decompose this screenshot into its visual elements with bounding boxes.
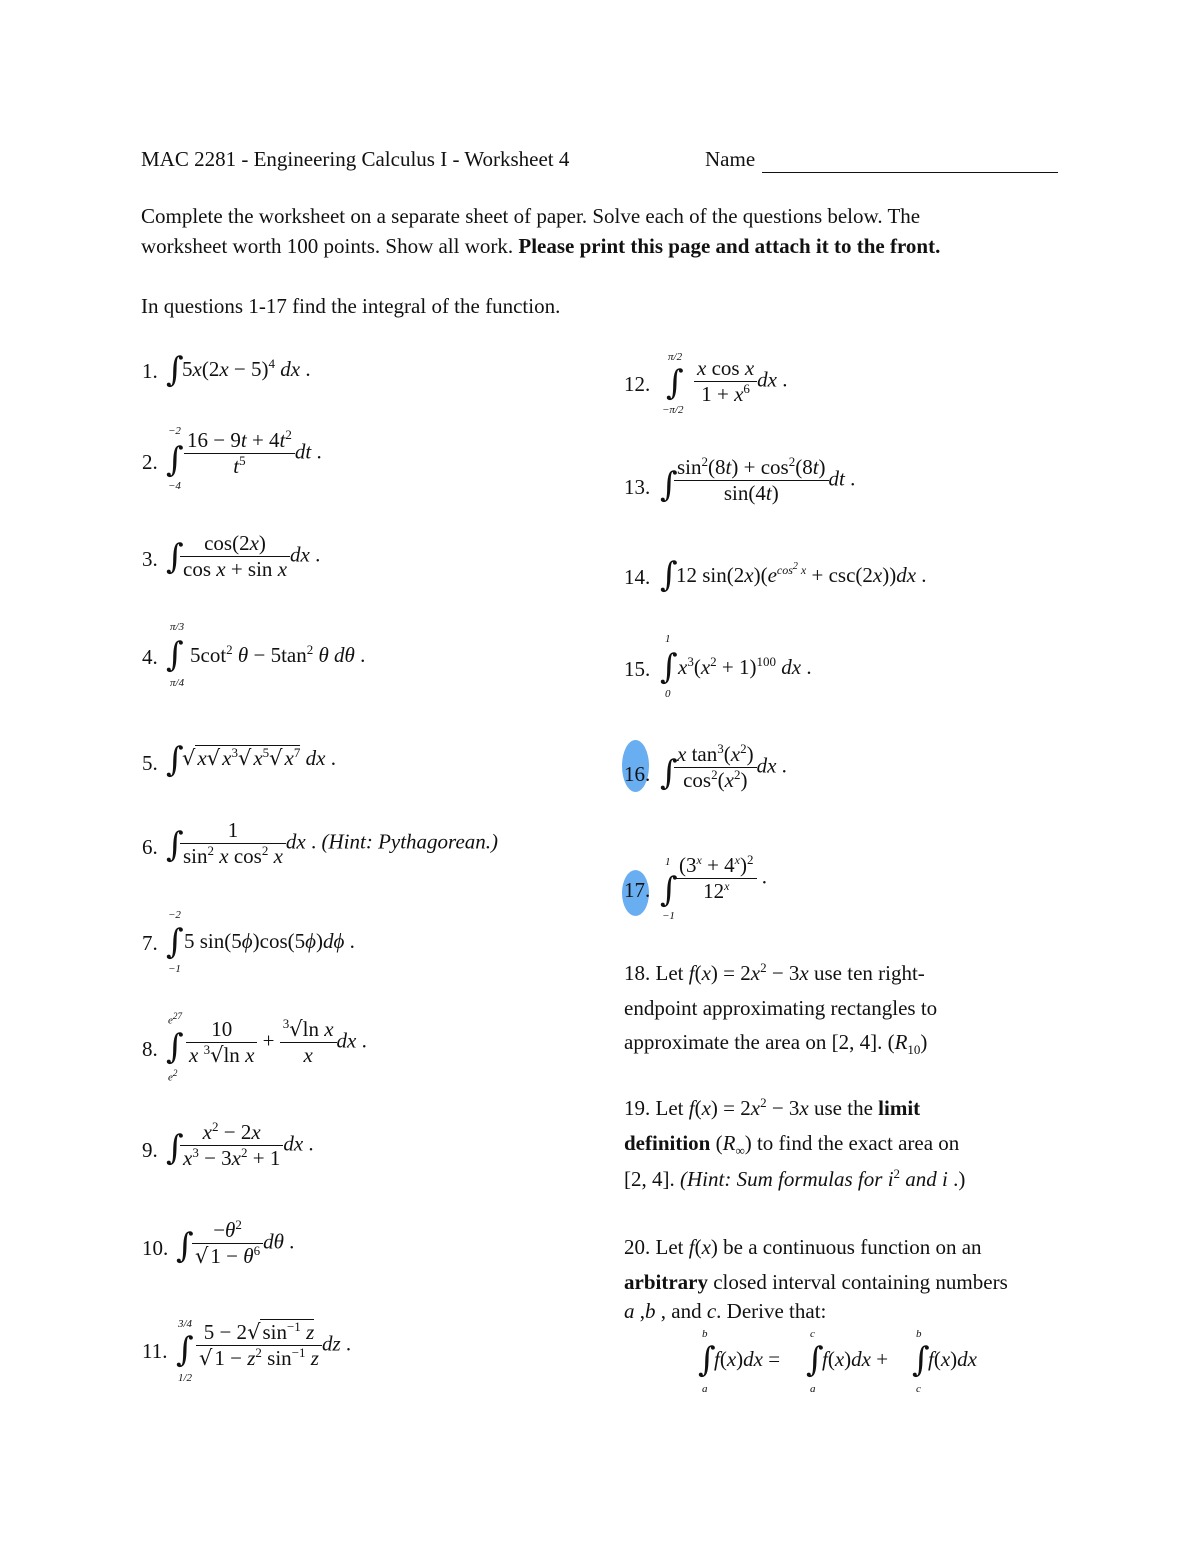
question-20-lhs: f(x)dx =: [714, 1347, 781, 1371]
upper-limit: b: [702, 1328, 708, 1340]
question-18-label: 18.: [624, 961, 651, 985]
question-7-label: 7.: [142, 931, 158, 955]
integral-sign: ∫: [176, 1330, 194, 1370]
question-14-expression: 12 $\sin(2x)(e^{cos^2 x} + \csc(2x))dx$ .: [676, 561, 927, 587]
instructions-line-2: [141, 231, 940, 261]
question-18-let: Let: [655, 961, 684, 985]
question-2-label: 2.: [142, 450, 158, 474]
integral-sign: ∫: [166, 440, 184, 480]
question-19-use: use the: [814, 1096, 873, 1120]
question-17-label: 17.: [624, 878, 651, 902]
question-4-expression: $5\cot^2$ $\theta - 5\tan^2$ θ dθ .: [190, 642, 366, 667]
upper-limit: 3/4: [178, 1318, 193, 1330]
question-20-text: be a continuous function on an: [723, 1235, 982, 1259]
question-20-derive: . Derive that:: [716, 1299, 827, 1323]
integral-sign: ∫: [660, 870, 678, 910]
question-16-expression: $\frac{x \tan^3(x^2)}{\cos^2(x^2)}$ dx .: [674, 742, 787, 793]
question-6-label: 6.: [142, 835, 158, 859]
lower-limit: −1: [168, 963, 181, 975]
integral-sign: ∫: [166, 825, 184, 865]
question-18-area-text: approximate the area on: [624, 1030, 827, 1054]
worksheet-title: MAC 2281 - Engineering Calculus I - Worksheet 4: [141, 147, 570, 171]
integral-sign: ∫: [166, 1128, 184, 1168]
question-20-let: Let: [655, 1235, 684, 1259]
question-19-label: 19.: [624, 1096, 651, 1120]
question-20-rhs-1: f(x)dx +: [822, 1347, 889, 1371]
lower-limit: $e^2$: [168, 1068, 178, 1084]
question-20-arbitrary: arbitrary: [624, 1270, 708, 1294]
integral-sign: ∫: [660, 555, 678, 595]
integral-sign: ∫: [166, 635, 184, 675]
question-20-line-1: 20. Let f(x) be a continuous function on an: [624, 1235, 982, 1259]
question-13-expression: $\frac{\sin^2(8t) + \cos^2(8t)}{\sin(4t)}$ dt .: [674, 455, 855, 506]
instructions-plain: worksheet worth 100 points. Show all work.: [141, 234, 514, 258]
upper-limit: π/2: [668, 351, 683, 363]
lower-limit: −1: [662, 910, 675, 922]
question-6-expression: $\frac{1}{\sin^2 x \cos^2 x}$ dx . (Hint: Pythagorean.): [180, 818, 498, 869]
question-16-label: 16.: [624, 762, 651, 786]
question-18-line-1: 18. Let $f(x) = 2x^2 - 3x$ use ten right-: [624, 960, 925, 985]
question-18-text: use ten right-: [814, 961, 925, 985]
question-18-line-3: approximate the area on [2, 4]. $(R_{10})$: [624, 1030, 928, 1058]
lower-limit: −π/2: [662, 404, 684, 416]
integral-sign: ∫: [806, 1340, 824, 1380]
integral-sign: ∫: [176, 1226, 194, 1266]
upper-limit: π/3: [170, 621, 185, 633]
question-12-label: 12.: [624, 372, 651, 396]
question-19-rest: to find the exact area on: [756, 1131, 960, 1155]
question-10-label: 10.: [142, 1236, 169, 1260]
lower-limit: 0: [665, 688, 671, 700]
question-1-expression: $5x(2x - 5)^4$ dx .: [182, 356, 311, 381]
question-13-label: 13.: [624, 475, 651, 499]
integral-sign: ∫: [660, 465, 678, 505]
lower-limit: π/4: [170, 677, 185, 689]
lower-limit: c: [916, 1383, 921, 1395]
question-2-expression: $\frac{16 - 9t + 4t^2}{t^5}$ dt .: [184, 428, 322, 479]
integral-sign: ∫: [660, 753, 678, 793]
upper-limit: −2: [168, 909, 181, 921]
question-7-expression: 5 sin(5ϕ)cos(5ϕ)dϕ .: [184, 929, 355, 953]
integral-sign: ∫: [660, 647, 678, 687]
question-19-line-2: definition $(R_\infty)$ to find the exact area on: [624, 1131, 960, 1159]
section-heading: In questions 1-17 find the integral of the function.: [141, 294, 561, 318]
upper-limit: 1: [665, 633, 671, 645]
question-3-expression: $\frac{\cos(2x)}{\text{cos x + sin x}}$ dx .: [180, 531, 320, 582]
question-15-expression: $x^3(x^2 + 1)^{100}$ dx .: [678, 654, 812, 679]
integral-sign: ∫: [912, 1340, 930, 1380]
integral-sign: ∫: [698, 1340, 716, 1380]
question-10-expression: $\frac{-\theta^2}{√1 - \theta^6}$ dθ .: [192, 1218, 294, 1269]
question-9-expression: $\frac{x^2 - 2x}{x^3 - 3x^2 + 1}$ dx .: [180, 1120, 314, 1171]
instructions-line-1: Complete the worksheet on a separate sheet of paper. Solve each of the questions below. The: [141, 204, 921, 228]
question-9-label: 9.: [142, 1138, 158, 1162]
integral-sign: ∫: [166, 1027, 184, 1067]
lower-limit: 1/2: [178, 1372, 193, 1384]
question-18-line-2: endpoint approximating rectangles to: [624, 996, 938, 1020]
integral-sign: ∫: [166, 537, 184, 577]
name-field-line[interactable]: [762, 172, 1058, 173]
question-4-label: 4.: [142, 645, 158, 669]
upper-limit: 1: [665, 856, 671, 868]
question-19-let: Let: [655, 1096, 684, 1120]
question-8-expression: $\frac{10}{x ^3√\ln x}$ + $\frac{^3√\ln x}{x}$ dx .: [186, 1017, 367, 1068]
question-5-label: 5.: [142, 751, 158, 775]
upper-limit: −2: [168, 425, 181, 437]
question-19-limit: limit: [878, 1096, 921, 1120]
upper-limit: c: [810, 1328, 815, 1340]
question-19-hint: (Hint: Sum formulas for: [680, 1167, 883, 1191]
question-15-label: 15.: [624, 657, 651, 681]
lower-limit: a: [810, 1383, 816, 1395]
question-19-line-1: 19. Let $f(x) = 2x^2 - 3x$ use the limit: [624, 1095, 921, 1120]
question-17-expression: $\frac{(3^x + 4^x)^2}{12^x}$ .: [676, 853, 767, 904]
question-11-expression: $\frac{5 - 2√\sin^{-1} z}{√1 - z^2 \sin^{-1} z}$ dz .: [196, 1320, 351, 1371]
question-20-rhs-2: f(x)dx: [928, 1347, 977, 1371]
upper-limit: b: [916, 1328, 922, 1340]
question-19-definition: definition: [624, 1131, 711, 1155]
question-19-line-3: [2, 4]. (Hint: Sum formulas for $i^2$ and i .): [624, 1166, 966, 1191]
question-6-hint: (Hint: Pythagorean.): [321, 829, 499, 854]
lower-limit: a: [702, 1383, 708, 1395]
integral-sign: ∫: [166, 922, 184, 962]
question-3-label: 3.: [142, 547, 158, 571]
question-20-line-3: a ,b , and c. Derive that:: [624, 1299, 827, 1323]
question-8-label: 8.: [142, 1037, 158, 1061]
integral-sign: ∫: [166, 740, 184, 780]
question-12-expression: $\frac{\text{x cos x}}{1 + x^6}$ dx .: [694, 356, 787, 407]
question-19-and: and: [905, 1167, 937, 1191]
question-20-label: 20.: [624, 1235, 651, 1259]
integral-sign: ∫: [166, 350, 184, 390]
question-20-line-2: [624, 1267, 1008, 1297]
question-14-label: 14.: [624, 565, 651, 589]
integral-sign: ∫: [666, 363, 684, 403]
lower-limit: −4: [168, 480, 181, 492]
question-11-label: 11.: [142, 1339, 168, 1363]
upper-limit: $e^{27}$: [168, 1011, 183, 1027]
question-20-rest: closed interval containing numbers: [713, 1270, 1008, 1294]
question-5-expression: $√x√x^3√x^5√x^7$ dx .: [182, 745, 336, 770]
name-label: Name: [705, 147, 756, 171]
instructions-bold: Please print this page and attach it to the front.: [518, 234, 941, 258]
question-1-label: 1.: [142, 359, 158, 383]
